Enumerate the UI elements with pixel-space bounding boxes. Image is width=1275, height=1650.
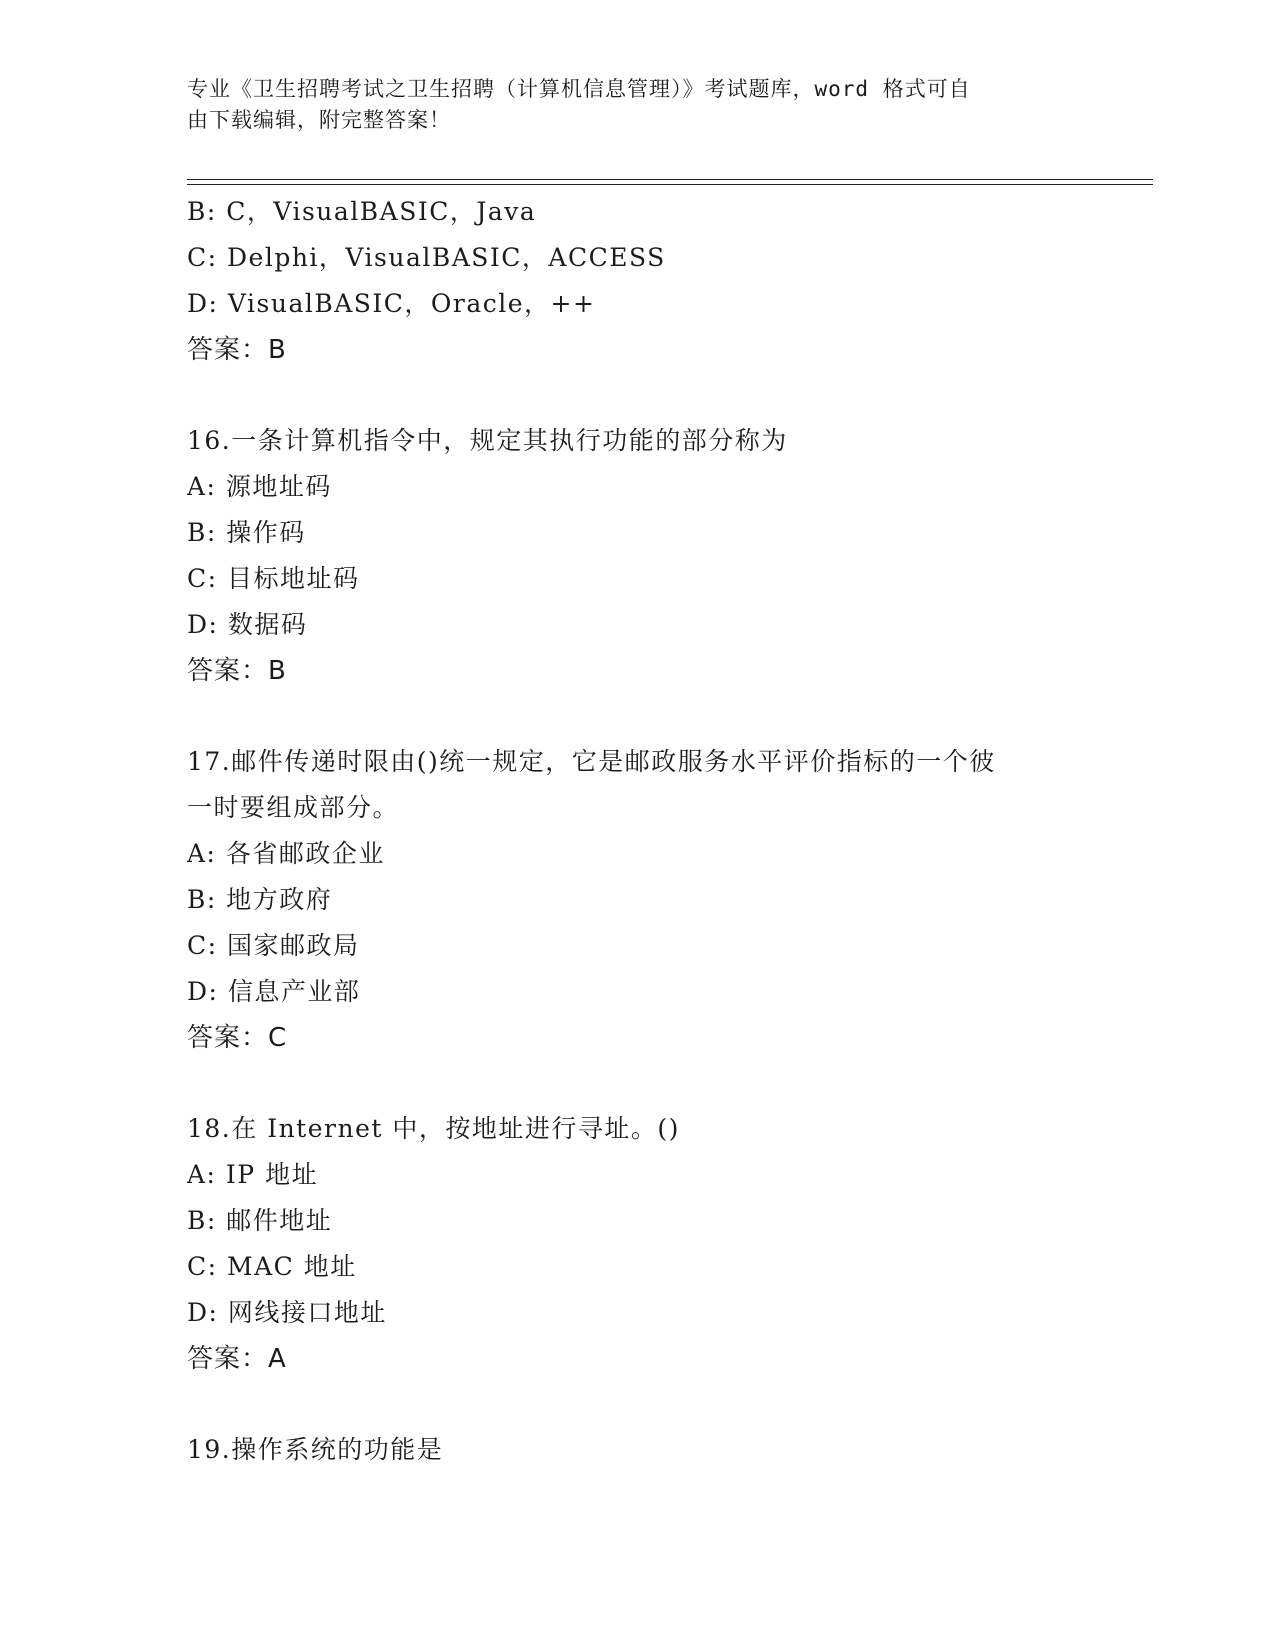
q15-option-b: B: C，VisualBASIC，Java xyxy=(187,197,537,226)
q16-stem: 16.一条计算机指令中，规定其执行功能的部分称为 xyxy=(187,426,788,455)
q15-option-d: D: VisualBASIC，Oracle，++ xyxy=(187,289,596,318)
q17-stem-line-1: 17.邮件传递时限由()统一规定，它是邮政服务水平评价指标的一个彼 xyxy=(187,747,996,776)
header-divider-bottom xyxy=(187,184,1153,185)
q16-option-d: D: 数据码 xyxy=(187,610,308,639)
q16-answer: 答案：B xyxy=(187,656,287,686)
q18-answer: 答案：A xyxy=(187,1344,287,1374)
q18-option-d: D: 网线接口地址 xyxy=(187,1298,387,1327)
spacer xyxy=(187,1382,1087,1427)
header-line-2: 由下载编辑，附完整答案！ xyxy=(187,108,451,132)
q16-option-c: C: 目标地址码 xyxy=(187,564,360,593)
header-line-1: 专业《卫生招聘考试之卫生招聘（计算机信息管理）》考试题库，word 格式可自 xyxy=(187,77,971,101)
q17-stem-line-2: 一时要组成部分。 xyxy=(187,793,400,822)
q18-stem: 18.在 Internet 中，按地址进行寻址。() xyxy=(187,1114,680,1143)
question-list xyxy=(187,189,1087,1473)
question-19 xyxy=(187,1427,1087,1473)
q17-option-b: B: 地方政府 xyxy=(187,885,333,914)
spacer xyxy=(187,694,1087,739)
q19-stem: 19.操作系统的功能是 xyxy=(187,1435,444,1464)
header-divider-top xyxy=(187,179,1153,180)
q16-option-a: A: 源地址码 xyxy=(187,472,332,501)
q16-option-b: B: 操作码 xyxy=(187,518,306,547)
q15-option-c: C: Delphi，VisualBASIC，ACCESS xyxy=(187,243,666,272)
question-17 xyxy=(187,739,1087,1061)
q18-option-a: A: IP 地址 xyxy=(187,1160,319,1189)
q17-option-a: A: 各省邮政企业 xyxy=(187,839,385,868)
q15-answer: 答案：B xyxy=(187,335,287,365)
q18-option-c: C: MAC 地址 xyxy=(187,1252,357,1281)
q18-option-b: B: 邮件地址 xyxy=(187,1206,333,1235)
q17-option-c: C: 国家邮政局 xyxy=(187,931,360,960)
q17-answer: 答案：C xyxy=(187,1023,288,1053)
spacer xyxy=(187,373,1087,418)
spacer xyxy=(187,1061,1087,1106)
question-16 xyxy=(187,418,1087,694)
document-header xyxy=(187,74,1067,136)
question-15 xyxy=(187,189,1087,373)
question-18 xyxy=(187,1106,1087,1382)
q17-option-d: D: 信息产业部 xyxy=(187,977,361,1006)
